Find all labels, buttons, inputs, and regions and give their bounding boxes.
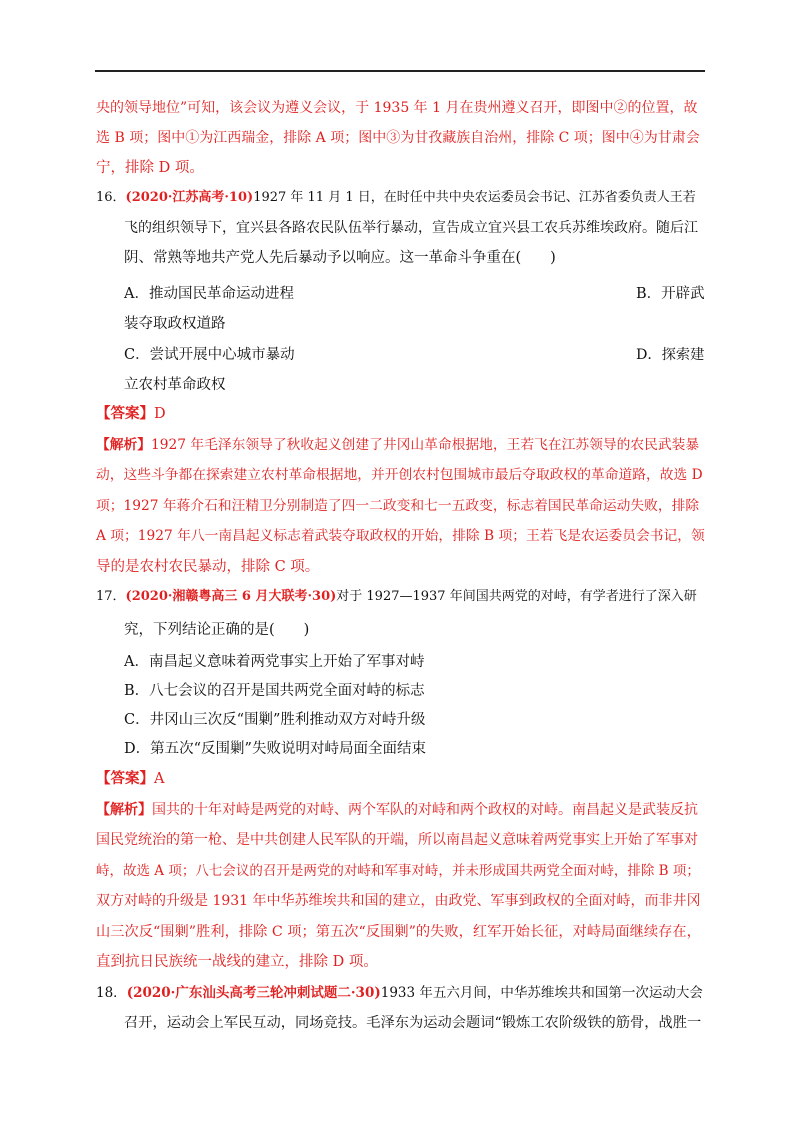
question-17-analysis-line-3: 峙，故选 A 项；八七会议的召开是两党的对峙和军事对峙，并未形成国共两党全面对峙，排除 B 项；	[96, 863, 700, 879]
question-18-text: 1933 年五六月间，中华苏维埃共和国第一次运动大会	[380, 985, 703, 1001]
answer-label: 【答案】	[96, 405, 154, 422]
question-16-answer	[96, 404, 166, 424]
question-16-option-a: A．推动国民革命运动进程	[124, 286, 294, 302]
question-16-option-d-cont: 立农村革命政权	[124, 377, 226, 393]
question-17-number: 17．	[96, 589, 126, 604]
question-17-stem-line-2: 究，下列结论正确的是( )	[124, 622, 310, 638]
question-16-text: 1927 年 11 月 1 日，在时任中共中央农运委员会书记、江苏省委负责人王若	[253, 190, 696, 205]
question-16-stem-line-2: 飞的组织领导下，宜兴县各路农民队伍举行暴动，宣告成立宜兴县工农兵苏维埃政府。随后江	[124, 220, 698, 236]
continuation-line-2: 选 B 项；图中①为江西瑞金，排除 A 项；图中③为甘孜藏族自治州，排除 C 项；图中④为甘肃会	[96, 130, 700, 146]
analysis-text: 国共的十年对峙是两党的对峙、两个军队的对峙和两个政权的对峙。南昌起义是武装反抗	[152, 802, 698, 818]
header-rule	[95, 70, 705, 72]
question-17-option-c: C．井冈山三次反“围剿”胜利推动双方对峙升级	[124, 712, 426, 728]
analysis-text: 1927 年毛泽东领导了秋收起义创建了井冈山革命根据地，王若飞在江苏领导的农民武装暴	[151, 437, 700, 453]
question-18-stem-line-2: 召开，运动会上军民互动，同场竞技。毛泽东为运动会题词“锻炼工农阶级铁的筋骨，战胜一	[124, 1015, 702, 1031]
question-16-number: 16．	[96, 190, 126, 205]
question-17-source: (2020·湘赣粤高三 6 月大联考·30)	[125, 589, 337, 604]
question-17-option-a: A．南昌起义意味着两党事实上开始了军事对峙	[124, 654, 425, 670]
question-16-stem-line-3: 阴、常熟等地共产党人先后暴动予以响应。这一革命斗争重在( )	[124, 250, 556, 266]
question-18-stem-line-1	[96, 983, 703, 1003]
question-17-analysis-line-2: 国民党统治的第一枪、是中共创建人民军队的开端，所以南昌起义意味着两党事实上开始了军事对	[96, 832, 698, 848]
question-17-stem-line-1	[96, 587, 697, 607]
question-17-analysis-line-4: 双方对峙的升级是 1931 年中华苏维埃共和国的建立，由政党、军事到政权的全面对峙，而非井冈	[96, 893, 701, 909]
analysis-label: 【解析】	[96, 437, 152, 453]
question-17-analysis-line-6: 直到抗日民族统一战线的建立，排除 D 项。	[96, 954, 378, 970]
question-16-stem-line-1	[96, 188, 696, 208]
analysis-label: 【解析】	[96, 802, 152, 818]
question-16-analysis-line-3: 项；1927 年蒋介石和汪精卫分别制造了四一二政变和七一五政变，标志着国民革命运动失败，排除	[96, 498, 700, 514]
question-16-option-c: C．尝试开展中心城市暴动	[124, 347, 295, 363]
question-18-source: (2020·广东汕头高考三轮冲刺试题二·30)	[126, 985, 381, 1001]
continuation-line-3: 宁，排除 D 项。	[96, 160, 204, 176]
question-16-option-b-cont: 装夺取政权道路	[124, 316, 226, 332]
question-17-option-d: D．第五次“反围剿”失败说明对峙局面全面结束	[124, 741, 426, 757]
question-17-text: 对于 1927—1937 年间国共两党的对峙，有学者进行了深入研	[336, 589, 697, 604]
question-16-analysis-line-2: 动，这些斗争都在探索建立农村革命根据地，并开创农村包围城市最后夺取政权的革命道路，故选 D	[96, 467, 703, 483]
question-16-analysis-line-1	[96, 435, 699, 455]
question-17-option-b: B．八七会议的召开是国共两党全面对峙的标志	[124, 683, 425, 699]
question-16-analysis-line-5: 导的是农村农民暴动，排除 C 项。	[96, 559, 320, 575]
question-17-analysis-line-5: 山三次反“围剿”胜利，排除 C 项；第五次“反围剿”的失败，红军开始长征，对峙局面继续存在，	[96, 924, 701, 940]
answer-value: A	[154, 771, 165, 787]
continuation-line-1: 央的领导地位”可知，该会议为遵义会议，于 1935 年 1 月在贵州遵义召开，即图中②的位置，故	[96, 100, 698, 116]
answer-label: 【答案】	[96, 770, 154, 787]
question-17-analysis-line-1	[96, 800, 698, 820]
question-16-option-d: D．探索建	[636, 347, 705, 363]
question-16-analysis-line-4: A 项；1927 年八一南昌起义标志着武装夺取政权的开始，排除 B 项；王若飞是农运委员会书记，领	[96, 528, 705, 544]
question-18-number: 18．	[96, 985, 127, 1001]
question-16-source: (2020·江苏高考·10)	[125, 190, 254, 205]
question-16-option-b: B．开辟武	[636, 286, 705, 302]
answer-value: D	[154, 406, 166, 422]
question-17-answer	[96, 769, 164, 789]
